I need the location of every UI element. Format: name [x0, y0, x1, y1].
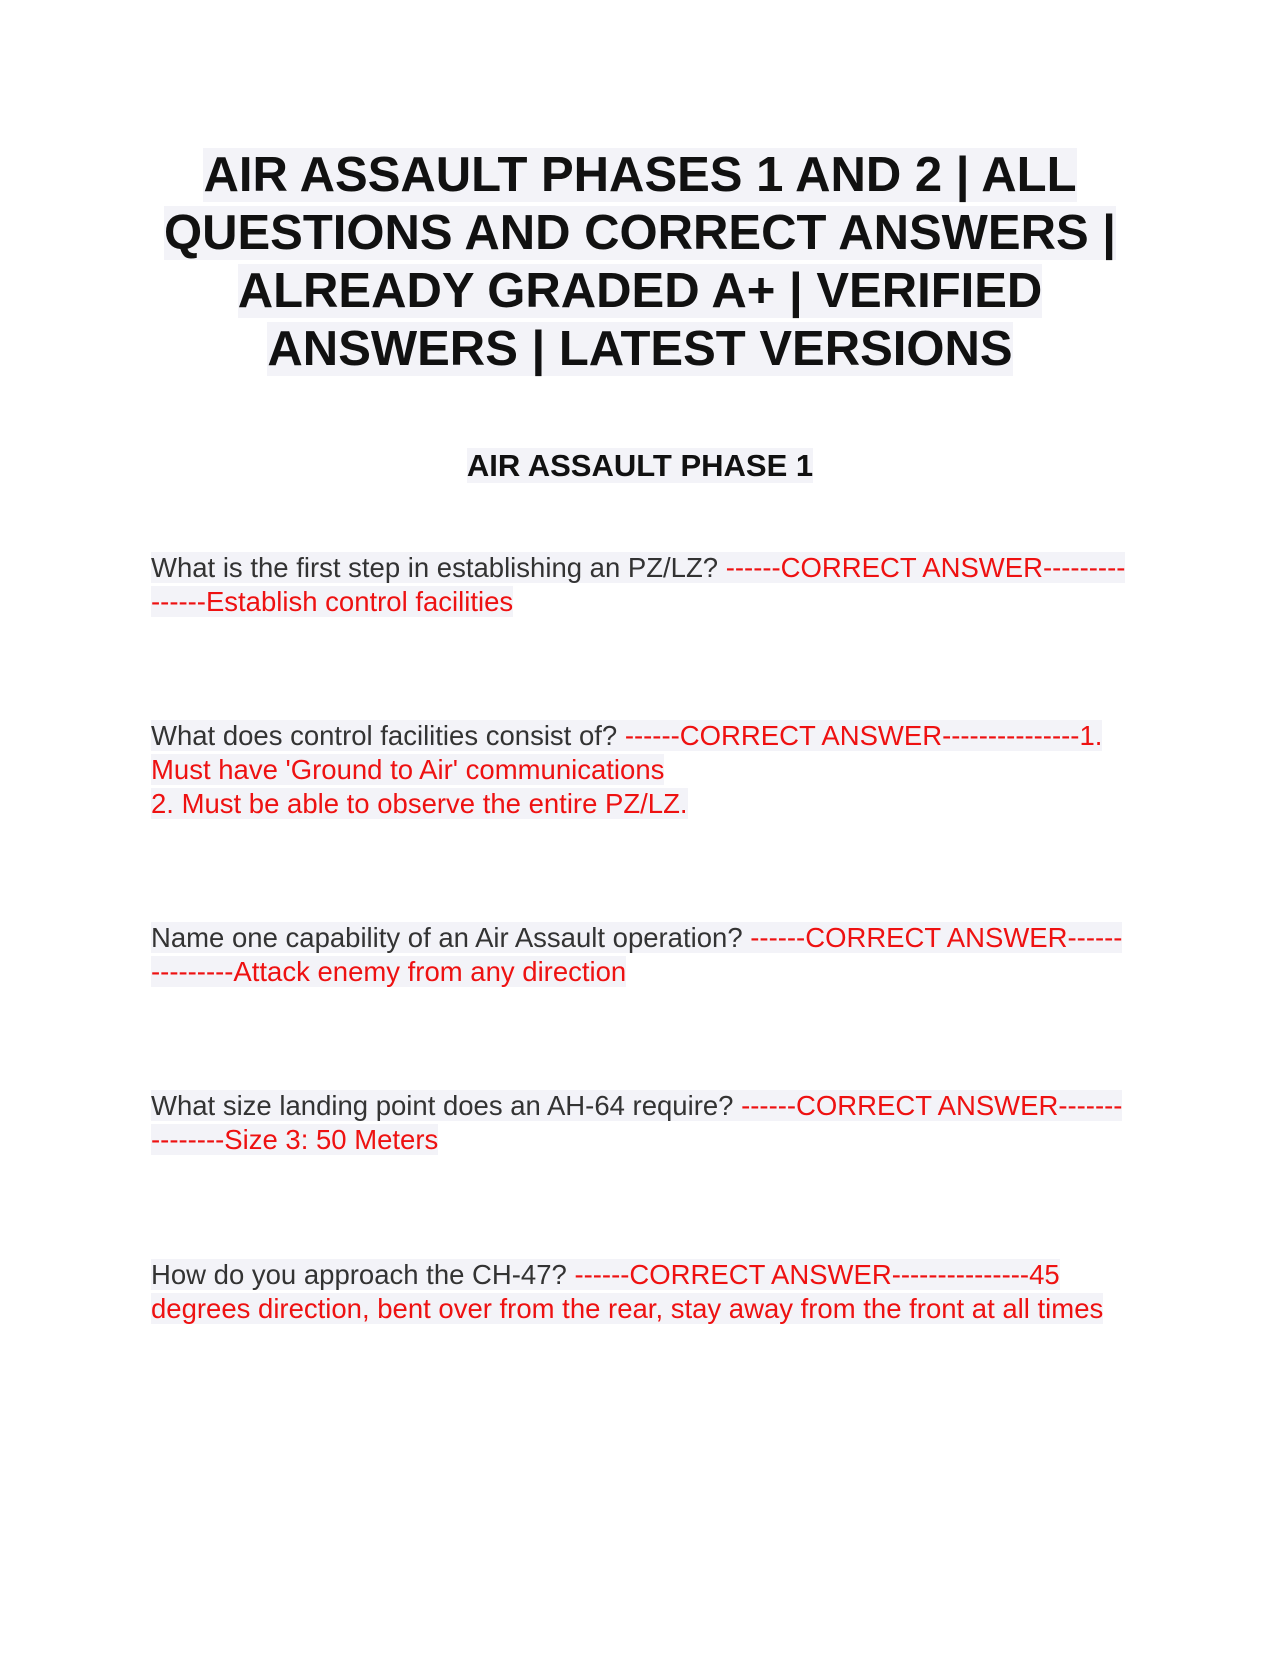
answer-text: ------CORRECT ANSWER---------------45 degrees direction, bent over from the rear, stay away from the front at all times	[151, 1259, 1104, 1324]
document-title-text: AIR ASSAULT PHASES 1 AND 2 | ALL QUESTIONS AND CORRECT ANSWERS | ALREADY GRADED A+ | VERIFIED ANSWERS | LATEST VERSIONS	[163, 148, 1116, 376]
section-heading-text: AIR ASSAULT PHASE 1	[466, 448, 814, 483]
question-text: What does control facilities consist of?	[151, 720, 625, 751]
section-heading	[0, 446, 1280, 486]
qa-item	[151, 719, 1131, 821]
qa-item	[151, 551, 1131, 619]
answer-text: ------CORRECT ANSWER---------------Size 3: 50 Meters	[151, 1090, 1123, 1155]
question-text: What size landing point does an AH-64 require?	[151, 1090, 742, 1121]
document-title	[150, 146, 1130, 378]
qa-item	[151, 1258, 1131, 1326]
answer-text: ------CORRECT ANSWER---------------1. Must have 'Ground to Air' communications 2. Must be able to observe the entire PZ/LZ.	[151, 720, 1103, 819]
question-text: Name one capability of an Air Assault operation?	[151, 922, 751, 953]
question-text: What is the first step in establishing an PZ/LZ?	[151, 552, 726, 583]
answer-text: ------CORRECT ANSWER---------------Establish control facilities	[151, 552, 1126, 617]
qa-item	[151, 921, 1131, 989]
qa-item	[151, 1089, 1131, 1157]
answer-text: ------CORRECT ANSWER---------------Attack enemy from any direction	[151, 922, 1123, 987]
question-text: How do you approach the CH-47?	[151, 1259, 575, 1290]
